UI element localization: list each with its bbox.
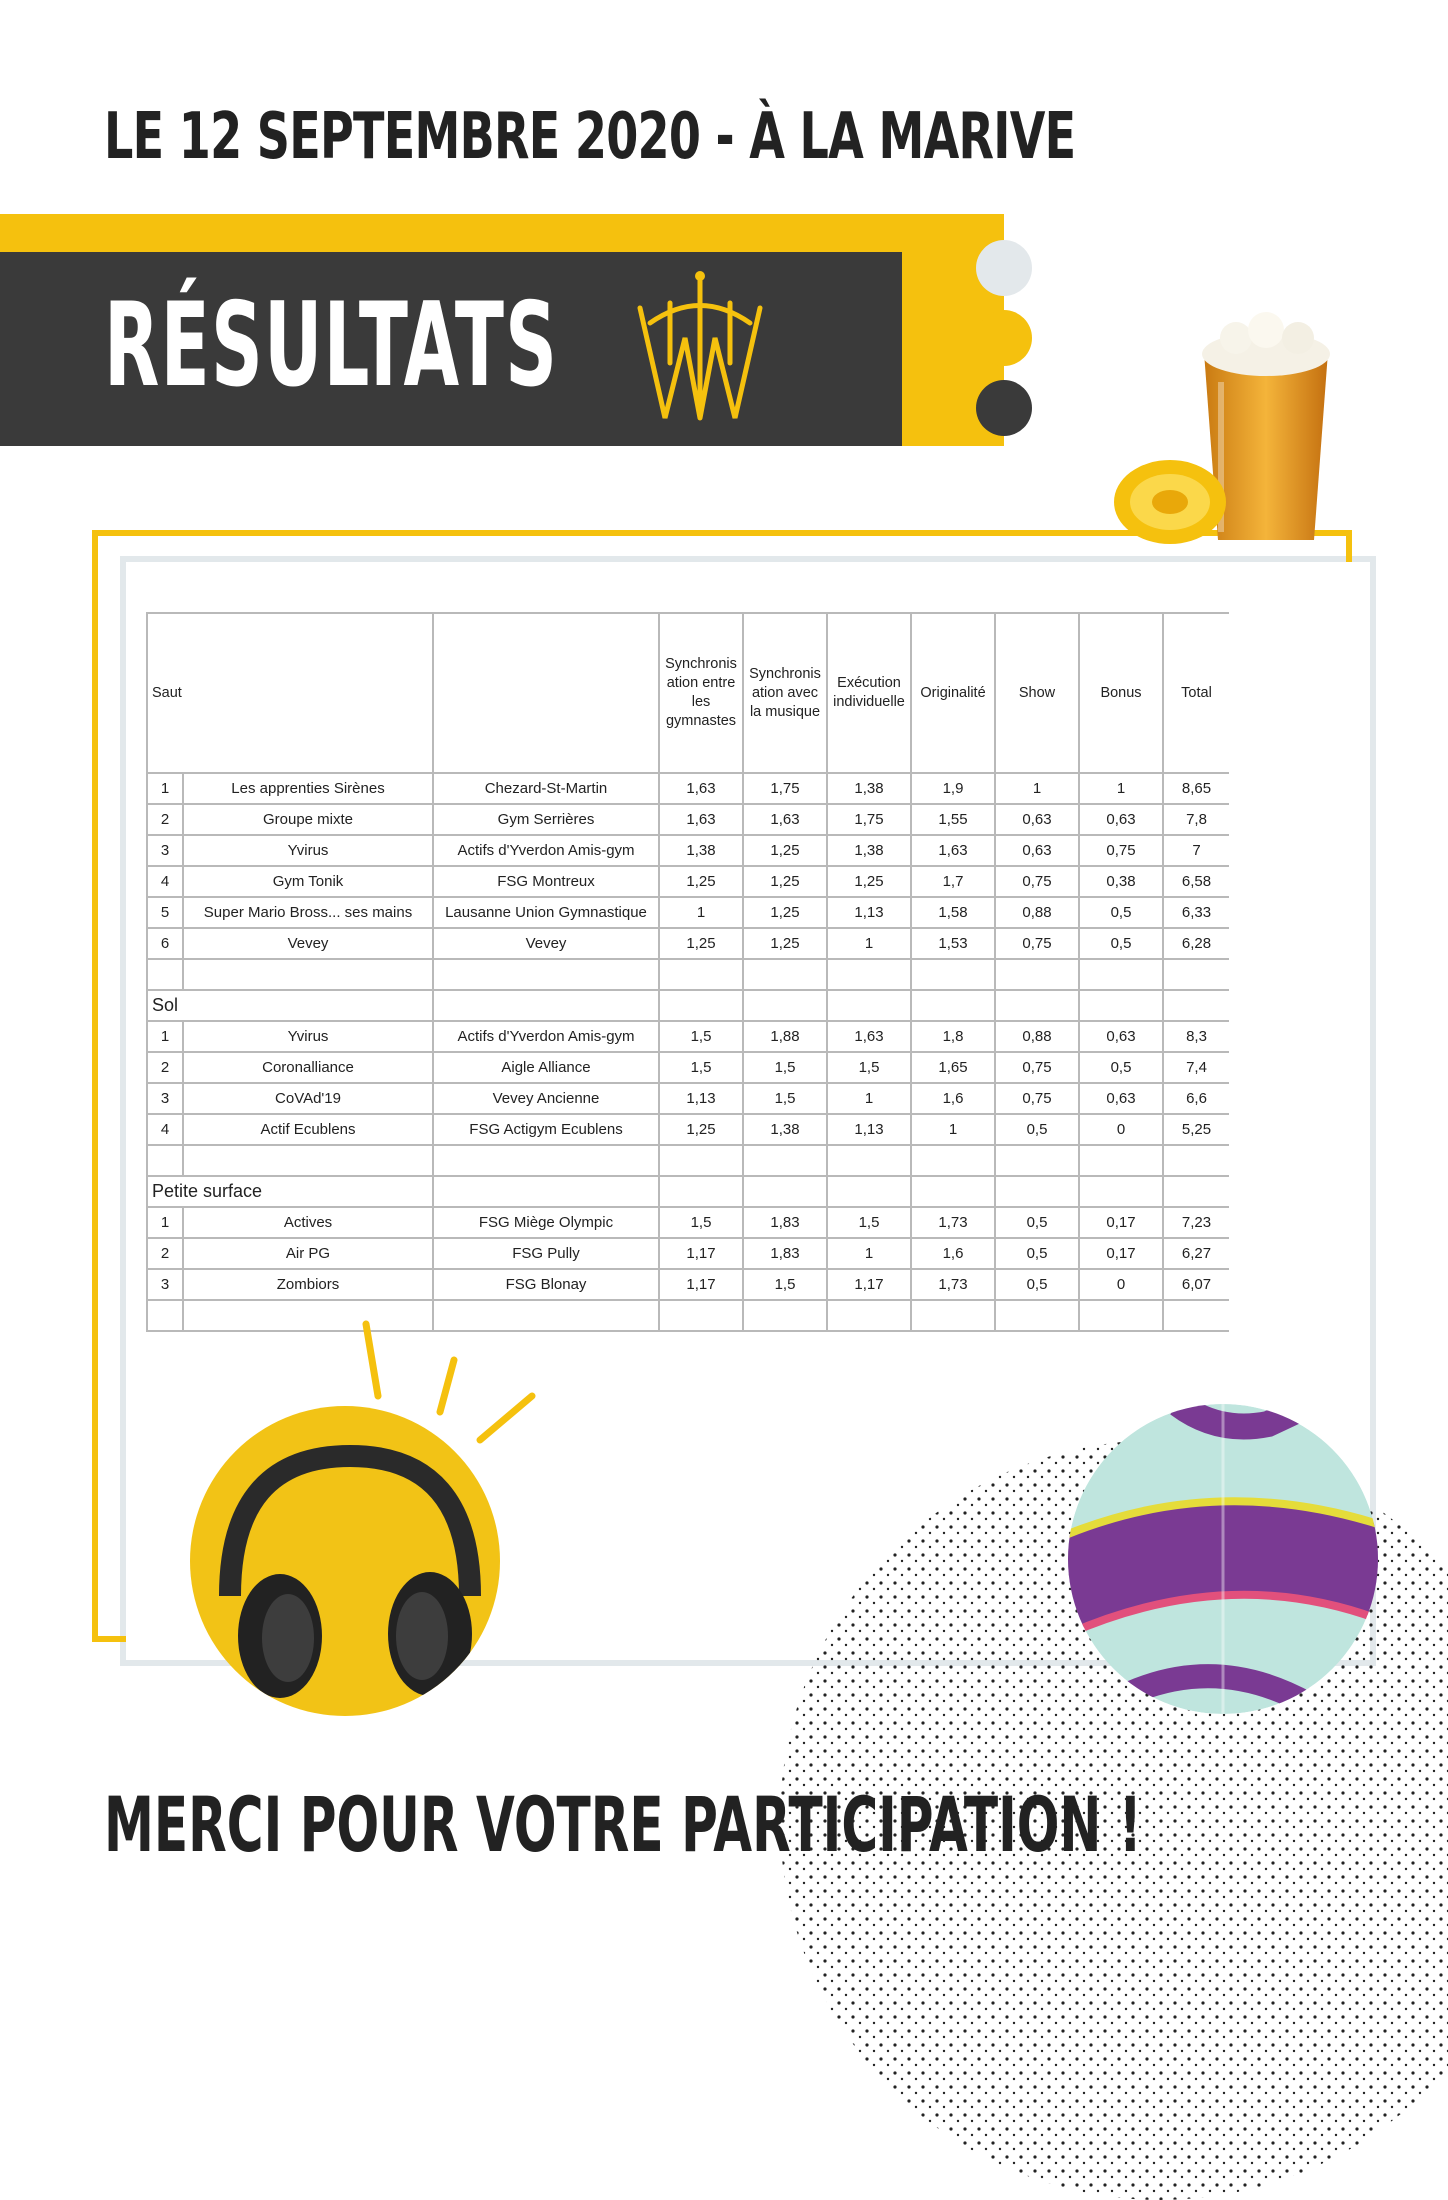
table-cell: 7 — [1163, 835, 1229, 866]
event-date-heading: LE 12 SEPTEMBRE 2020 - À LA MARIVE — [104, 100, 1076, 174]
section-label: Saut — [147, 613, 433, 773]
table-cell: Actives — [183, 1207, 433, 1238]
table-cell: 0,63 — [1079, 804, 1163, 835]
table-cell: 1,9 — [911, 773, 995, 804]
table-cell — [1163, 1176, 1229, 1207]
table-cell: Groupe mixte — [183, 804, 433, 835]
table-cell: 0,88 — [995, 897, 1079, 928]
table-cell — [995, 959, 1079, 990]
spacer-row — [147, 959, 1229, 990]
table-cell: 1,25 — [827, 866, 911, 897]
table-cell: 0,5 — [995, 1269, 1079, 1300]
results-table — [146, 612, 1229, 1332]
table-row — [147, 1114, 1229, 1145]
table-cell — [433, 1176, 659, 1207]
table-cell — [147, 1145, 183, 1176]
table-cell — [911, 959, 995, 990]
table-row — [147, 866, 1229, 897]
table-cell: 1,63 — [659, 804, 743, 835]
table-cell — [183, 1145, 433, 1176]
table-cell: 3 — [147, 1269, 183, 1300]
table-cell: Super Mario Bross... ses mains — [183, 897, 433, 928]
table-cell: 1,25 — [743, 928, 827, 959]
spacer-row — [147, 1145, 1229, 1176]
volleyball-photo — [1068, 1404, 1378, 1714]
table-cell: Aigle Alliance — [433, 1052, 659, 1083]
section-label: Petite surface — [147, 1176, 433, 1207]
table-cell: 1,17 — [827, 1269, 911, 1300]
table-cell — [743, 1176, 827, 1207]
thank-you-message: MERCI POUR VOTRE PARTICIPATION ! — [104, 1780, 1142, 1869]
table-cell — [827, 1300, 911, 1331]
table-cell: 1,25 — [659, 1114, 743, 1145]
column-header — [995, 613, 1079, 773]
table-cell — [995, 1145, 1079, 1176]
table-cell: FSG Blonay — [433, 1269, 659, 1300]
table-cell: 0,75 — [1079, 835, 1163, 866]
table-cell: 1,13 — [827, 1114, 911, 1145]
table-cell: 1,38 — [827, 835, 911, 866]
table-cell: 1 — [147, 773, 183, 804]
table-cell: 1 — [827, 1083, 911, 1114]
table-cell — [995, 1300, 1079, 1331]
table-cell: 1,5 — [743, 1083, 827, 1114]
table-cell — [995, 990, 1079, 1021]
table-cell: 6,58 — [1163, 866, 1229, 897]
table-cell: 8,3 — [1163, 1021, 1229, 1052]
column-header-line: gymnastes — [665, 713, 737, 729]
table-cell: 0,63 — [995, 804, 1079, 835]
table-cell: 0,5 — [1079, 897, 1163, 928]
column-header — [743, 613, 827, 773]
table-cell: 1,6 — [911, 1238, 995, 1269]
table-cell — [433, 990, 659, 1021]
table-cell: 1,88 — [743, 1021, 827, 1052]
table-row — [147, 1052, 1229, 1083]
table-cell: 1,7 — [911, 866, 995, 897]
table-cell — [911, 1145, 995, 1176]
table-cell: Yvirus — [183, 1021, 433, 1052]
results-title: RÉSULTATS — [104, 278, 559, 413]
column-header-line: ation avec — [751, 684, 819, 701]
table-cell: 1,25 — [743, 835, 827, 866]
table-cell: 1,63 — [911, 835, 995, 866]
table-cell: 0,75 — [995, 928, 1079, 959]
table-cell: 0,75 — [995, 1083, 1079, 1114]
table-row — [147, 835, 1229, 866]
table-cell: 1,53 — [911, 928, 995, 959]
table-cell: 0 — [1079, 1269, 1163, 1300]
headphones-photo — [190, 1406, 500, 1716]
table-cell — [433, 959, 659, 990]
column-header-line: Synchronis — [749, 665, 821, 682]
table-cell: 1 — [827, 1238, 911, 1269]
table-cell — [1079, 1145, 1163, 1176]
table-cell: Zombiors — [183, 1269, 433, 1300]
table-row — [147, 1207, 1229, 1238]
table-cell: 1 — [147, 1207, 183, 1238]
table-cell: Vevey — [433, 928, 659, 959]
header-row — [147, 613, 1229, 773]
column-header — [827, 613, 911, 773]
table-cell: 1,5 — [659, 1021, 743, 1052]
table-row — [147, 1021, 1229, 1052]
column-header-line: la musique — [749, 703, 821, 720]
table-row — [147, 1238, 1229, 1269]
table-cell: 1 — [659, 897, 743, 928]
table-cell: 1,38 — [659, 835, 743, 866]
table-cell: 7,8 — [1163, 804, 1229, 835]
table-cell: 1,5 — [827, 1052, 911, 1083]
table-cell — [1079, 959, 1163, 990]
table-row — [147, 1083, 1229, 1114]
column-header-line: individuelle — [833, 694, 905, 710]
table-row — [147, 897, 1229, 928]
table-cell: 6 — [147, 928, 183, 959]
table-cell: 0,88 — [995, 1021, 1079, 1052]
table-cell: 1 — [147, 1021, 183, 1052]
table-cell: 1,8 — [911, 1021, 995, 1052]
section-label: Sol — [147, 990, 433, 1021]
column-header-line: Originalité — [920, 684, 986, 701]
table-cell: 1,58 — [911, 897, 995, 928]
table-cell — [147, 959, 183, 990]
column-header-line: Synchronis — [665, 656, 737, 672]
column-header — [659, 613, 743, 773]
table-cell — [659, 1176, 743, 1207]
table-cell: 5 — [147, 897, 183, 928]
table-cell — [433, 613, 659, 773]
table-cell: 0,63 — [1079, 1021, 1163, 1052]
table-cell — [659, 990, 743, 1021]
table-cell: 1,83 — [743, 1207, 827, 1238]
table-cell — [743, 1300, 827, 1331]
column-header-line: les — [691, 694, 711, 710]
table-cell: Actifs d'Yverdon Amis-gym — [433, 1021, 659, 1052]
table-cell: 1,73 — [911, 1269, 995, 1300]
table-cell: Chezard-St-Martin — [433, 773, 659, 804]
table-cell: 7,4 — [1163, 1052, 1229, 1083]
column-header — [1163, 613, 1229, 773]
table-cell — [433, 1145, 659, 1176]
table-cell — [1163, 990, 1229, 1021]
table-cell: Actifs d'Yverdon Amis-gym — [433, 835, 659, 866]
table-cell — [827, 959, 911, 990]
table-cell: 2 — [147, 1052, 183, 1083]
table-cell: 0,5 — [995, 1238, 1079, 1269]
crown-logo-icon — [630, 268, 770, 438]
table-cell — [995, 1176, 1079, 1207]
table-cell: 0,63 — [995, 835, 1079, 866]
table-cell: 1,6 — [911, 1083, 995, 1114]
table-row — [147, 804, 1229, 835]
table-cell: 1,5 — [743, 1269, 827, 1300]
table-cell: 1,13 — [827, 897, 911, 928]
table-cell: 0,5 — [995, 1207, 1079, 1238]
table-cell: 6,27 — [1163, 1238, 1229, 1269]
table-cell: Gym Tonik — [183, 866, 433, 897]
table-cell — [827, 1176, 911, 1207]
table-cell: 6,07 — [1163, 1269, 1229, 1300]
table-cell — [1079, 1300, 1163, 1331]
table-cell: 1,63 — [659, 773, 743, 804]
column-header-line: Bonus — [1100, 684, 1142, 701]
column-header-line: ation entre — [666, 675, 736, 691]
table-cell: 0,63 — [1079, 1083, 1163, 1114]
table-cell: 0,75 — [995, 866, 1079, 897]
table-cell — [743, 1145, 827, 1176]
table-cell: 1,17 — [659, 1269, 743, 1300]
table-cell — [743, 959, 827, 990]
table-cell: 1,25 — [659, 928, 743, 959]
table-cell: Coronalliance — [183, 1052, 433, 1083]
table-cell: FSG Actigym Ecublens — [433, 1114, 659, 1145]
table-cell: 8,65 — [1163, 773, 1229, 804]
table-cell: 1 — [995, 773, 1079, 804]
table-cell: Vevey Ancienne — [433, 1083, 659, 1114]
table-cell: 1,55 — [911, 804, 995, 835]
table-cell: 1,25 — [743, 897, 827, 928]
table-cell — [911, 1176, 995, 1207]
table-cell: Yvirus — [183, 835, 433, 866]
table-cell: Lausanne Union Gymnastique — [433, 897, 659, 928]
decor-dot-dark — [976, 380, 1032, 436]
table-cell: 1,25 — [659, 866, 743, 897]
table-cell — [743, 990, 827, 1021]
table-cell — [659, 959, 743, 990]
table-row — [147, 928, 1229, 959]
table-cell: Air PG — [183, 1238, 433, 1269]
table-cell: CoVAd'19 — [183, 1083, 433, 1114]
table-cell — [1163, 1300, 1229, 1331]
table-cell: 1,5 — [827, 1207, 911, 1238]
table-row — [147, 1269, 1229, 1300]
table-cell: 1,5 — [659, 1052, 743, 1083]
table-cell: 4 — [147, 866, 183, 897]
table-cell — [1079, 1176, 1163, 1207]
table-cell: 1,5 — [659, 1207, 743, 1238]
table-cell — [659, 1300, 743, 1331]
table-cell: Vevey — [183, 928, 433, 959]
table-cell: 1,13 — [659, 1083, 743, 1114]
volleyball-icon — [1068, 1404, 1378, 1714]
table-cell — [183, 959, 433, 990]
table-cell — [1079, 990, 1163, 1021]
table-cell: 6,6 — [1163, 1083, 1229, 1114]
table-cell — [827, 1145, 911, 1176]
table-cell: FSG Pully — [433, 1238, 659, 1269]
table-cell — [911, 990, 995, 1021]
table-cell: 0,17 — [1079, 1207, 1163, 1238]
table-cell: FSG Montreux — [433, 866, 659, 897]
table-cell: FSG Miège Olympic — [433, 1207, 659, 1238]
table-cell: 1 — [827, 928, 911, 959]
table-cell: Actif Ecublens — [183, 1114, 433, 1145]
decor-dot-light — [976, 240, 1032, 296]
scrunchie-icon — [1110, 454, 1230, 550]
table-cell — [1163, 1145, 1229, 1176]
table-cell: 0,38 — [1079, 866, 1163, 897]
table-cell: 1,63 — [827, 1021, 911, 1052]
table-cell: 7,23 — [1163, 1207, 1229, 1238]
column-header-line: Total — [1181, 684, 1212, 701]
table-cell: 1 — [1079, 773, 1163, 804]
table-cell: 2 — [147, 804, 183, 835]
table-cell: 1,65 — [911, 1052, 995, 1083]
table-cell: 6,33 — [1163, 897, 1229, 928]
table-cell: 3 — [147, 835, 183, 866]
table-cell: 0,5 — [1079, 928, 1163, 959]
headphones-icon — [190, 1406, 500, 1716]
column-header-line: Show — [1018, 684, 1056, 701]
table-cell: 0,5 — [995, 1114, 1079, 1145]
table-cell — [827, 990, 911, 1021]
section-row — [147, 1176, 1229, 1207]
column-header — [911, 613, 995, 773]
section-row — [147, 990, 1229, 1021]
table-cell: 1,75 — [743, 773, 827, 804]
decor-dot-yellow — [976, 310, 1032, 366]
table-cell: 6,28 — [1163, 928, 1229, 959]
column-header — [1079, 613, 1163, 773]
table-cell: 1,73 — [911, 1207, 995, 1238]
table-cell: 0,17 — [1079, 1238, 1163, 1269]
table-cell: 1,63 — [743, 804, 827, 835]
spacer-row — [147, 1300, 1229, 1331]
table-cell: 1 — [911, 1114, 995, 1145]
table-cell: 1,25 — [743, 866, 827, 897]
table-cell: 3 — [147, 1083, 183, 1114]
table-cell: 0,5 — [1079, 1052, 1163, 1083]
table-cell: 1,38 — [743, 1114, 827, 1145]
table-cell: 2 — [147, 1238, 183, 1269]
table-cell — [659, 1145, 743, 1176]
table-cell: 1,5 — [743, 1052, 827, 1083]
table-cell: 5,25 — [1163, 1114, 1229, 1145]
table-cell: 1,83 — [743, 1238, 827, 1269]
column-header-line: Exécution — [837, 675, 901, 691]
table-cell: 1,75 — [827, 804, 911, 835]
table-cell — [1163, 959, 1229, 990]
table-cell — [911, 1300, 995, 1331]
table-cell: 4 — [147, 1114, 183, 1145]
table-cell: 1,17 — [659, 1238, 743, 1269]
table-cell: Gym Serrières — [433, 804, 659, 835]
table-cell — [147, 1300, 183, 1331]
table-row — [147, 773, 1229, 804]
table-cell: 0 — [1079, 1114, 1163, 1145]
table-cell: 0,75 — [995, 1052, 1079, 1083]
table-cell: Les apprenties Sirènes — [183, 773, 433, 804]
table-cell: 1,38 — [827, 773, 911, 804]
